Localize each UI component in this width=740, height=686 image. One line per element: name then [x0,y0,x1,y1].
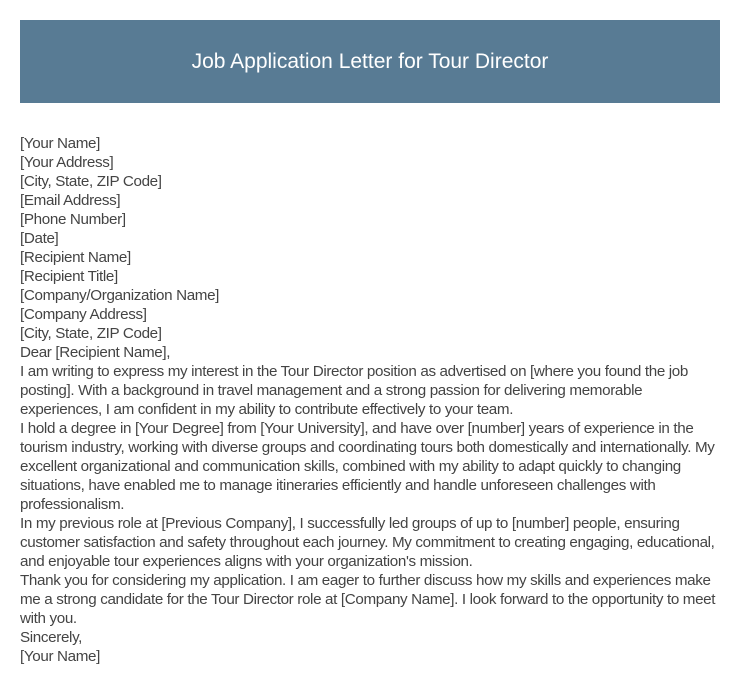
sign-off: Sincerely, [20,629,83,646]
paragraph-experience: In my previous role at [Previous Company], I successfully led groups of up to [number] people, ensuring customer satisfaction and safety throughout each journey. My commitment to creating engaging, educational, and enjoyable tour experiences aligns with your organization's mission. [20,515,715,570]
sender-name: [Your Name] [20,135,101,152]
company-address: [Company Address] [20,306,147,323]
recipient-title: [Recipient Title] [20,268,118,285]
company-city-state-zip: [City, State, ZIP Code] [20,325,162,342]
letter-body [20,134,725,666]
sender-email: [Email Address] [20,192,121,209]
paragraph-qualifications: I hold a degree in [Your Degree] from [Your University], and have over [number] years of experience in the tourism industry, working with diverse groups and coordinating tours both domestically and internationally. My excellent organizational and communication skills, combined with my ability to adapt quickly to changing situations, have enabled me to manage itineraries efficiently and handle unforeseen challenges with professionalism. [20,420,715,513]
company-name: [Company/Organization Name] [20,287,220,304]
signature-name: [Your Name] [20,648,101,665]
letter-date: [Date] [20,230,59,247]
sender-city-state-zip: [City, State, ZIP Code] [20,173,162,190]
sender-address: [Your Address] [20,154,114,171]
paragraph-intro: I am writing to express my interest in the Tour Director position as advertised on [where you found the job posting]. With a background in travel management and a strong passion for delivering memorable experiences, I am confident in my ability to contribute effectively to your team. [20,363,688,418]
title-banner [20,20,720,103]
recipient-name: [Recipient Name] [20,249,131,266]
salutation: Dear [Recipient Name], [20,344,171,361]
page-title: Job Application Letter for Tour Director [191,49,549,73]
sender-phone: [Phone Number] [20,211,126,228]
paragraph-closing: Thank you for considering my application. I am eager to further discuss how my skills and experiences make me a strong candidate for the Tour Director role at [Company Name]. I look forward to the opportunity to meet with you. [20,572,716,627]
